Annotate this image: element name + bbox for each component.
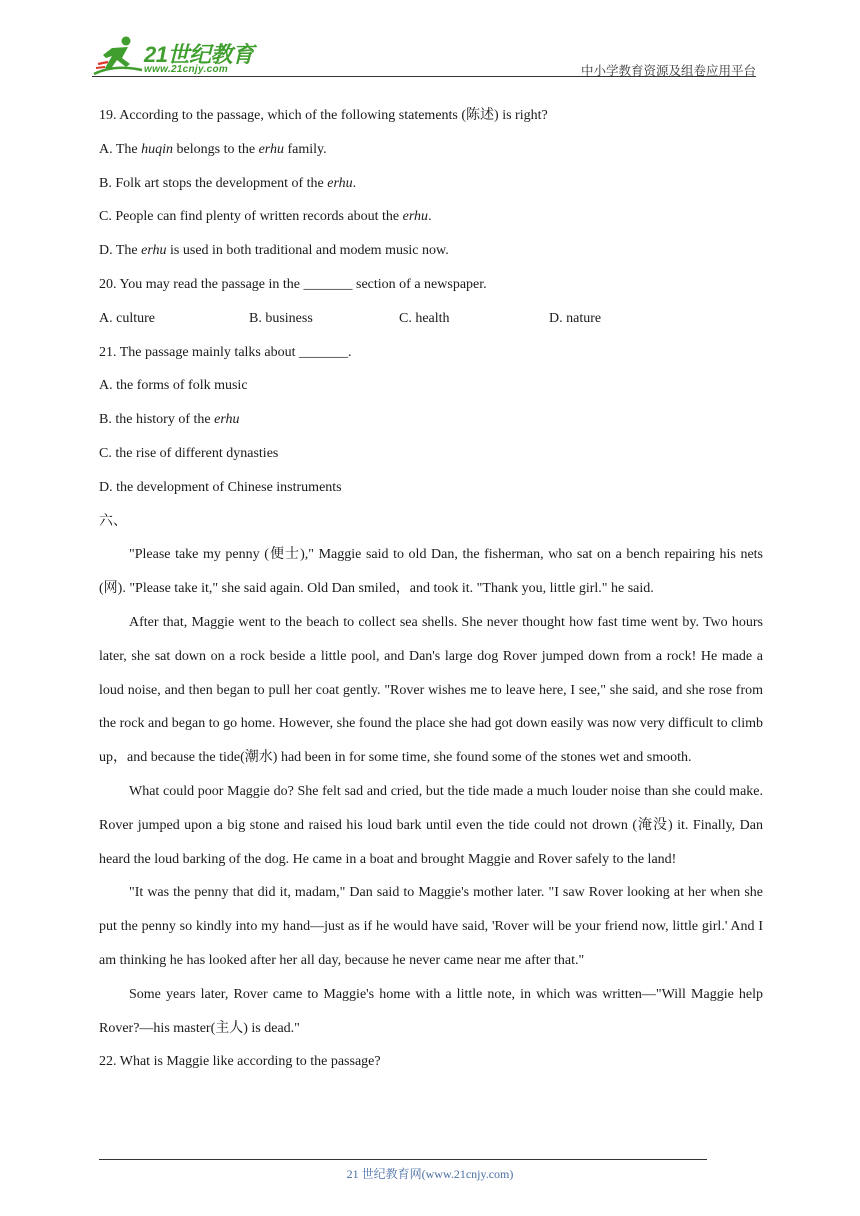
- footer-divider: [99, 1159, 707, 1160]
- page-footer: 21 世纪教育网(www.21cnjy.com): [346, 1167, 514, 1181]
- question-21-option-b: B. the history of the erhu: [99, 412, 240, 428]
- passage-paragraph: Some years later, Rover came to Maggie's home with a little note, in which was written—"Will Maggie help Rover?—his master(主人) is dead.": [99, 986, 763, 1036]
- question-19-option-d: D. The erhu is used in both traditional and modem music now.: [99, 243, 449, 259]
- question-20-option-c: C. health: [399, 310, 450, 326]
- logo-text: 21世纪教育: [144, 42, 254, 67]
- question-22-stem: 22. What is Maggie like according to the passage?: [99, 1054, 381, 1070]
- question-21-option-a: A. the forms of folk music: [99, 378, 248, 394]
- question-21-option-d: D. the development of Chinese instruments: [99, 479, 342, 495]
- logo: [92, 34, 262, 78]
- question-20-option-a: A. culture: [99, 310, 155, 326]
- question-19-option-c: C. People can find plenty of written records about the erhu.: [99, 209, 432, 225]
- logo-url: www.21cnjy.com: [144, 64, 229, 75]
- header-divider: [92, 76, 756, 77]
- passage-paragraph: "Please take my penny (便士)," Maggie said to old Dan, the fisherman, who sat on a bench repairing his nets (网). "Please take it," she said again. Old Dan smiled，and took it. "Thank you, little girl." he said.: [99, 547, 763, 597]
- question-20-option-b: B. business: [249, 310, 313, 326]
- question-19-stem: 19. According to the passage, which of the following statements (陈述) is right?: [99, 108, 548, 123]
- page-header: [92, 30, 756, 80]
- question-20-stem: 20. You may read the passage in the _______ section of a newspaper.: [99, 276, 487, 292]
- question-21-stem: 21. The passage mainly talks about _______.: [99, 344, 352, 360]
- document-body: [99, 99, 763, 1079]
- passage-paragraph: After that, Maggie went to the beach to collect sea shells. She never thought how fast time went by. Two hours later, she sat down on a rock beside a little pool, and Dan's large dog Rover jumped down from a rock! He made a loud noise, and then began to pull her coat gently. "Rover wishes me to leave here, I see," she said, and she rose from the rock and began to go home. However, she found the place she had got down easily was now very difficult to climb up，and because the tide(潮水) had been in for some time, she found some of the stones wet and smooth.: [99, 614, 763, 766]
- platform-name: 中小学教育资源及组卷应用平台: [580, 64, 756, 78]
- question-19-option-b: B. Folk art stops the development of the erhu.: [99, 175, 357, 191]
- question-20-options: [99, 302, 763, 336]
- passage-paragraph: "It was the penny that did it, madam," Dan said to Maggie's mother later. "I saw Rover looking at her when she put the penny so kindly into my hand—just as if he would have said, 'Rover will be your friend now, little girl.' And I am thinking he has looked after her all day, because he never came near me after that.": [99, 885, 763, 968]
- question-21-option-c: C. the rise of different dynasties: [99, 445, 279, 461]
- question-20-option-d: D. nature: [549, 310, 602, 326]
- section-label: 六、: [99, 513, 127, 529]
- running-man-icon: [92, 34, 144, 78]
- passage-paragraph: What could poor Maggie do? She felt sad and cried, but the tide made a much louder noise than she could make. Rover jumped upon a big stone and raised his loud bark until even the tide could not drown (淹没) it. Finally, Dan heard the loud barking of the dog. He came in a boat and brought Maggie and Rover safely to the land!: [99, 783, 763, 867]
- question-19-option-a: A. The huqin belongs to the erhu family.: [99, 141, 327, 157]
